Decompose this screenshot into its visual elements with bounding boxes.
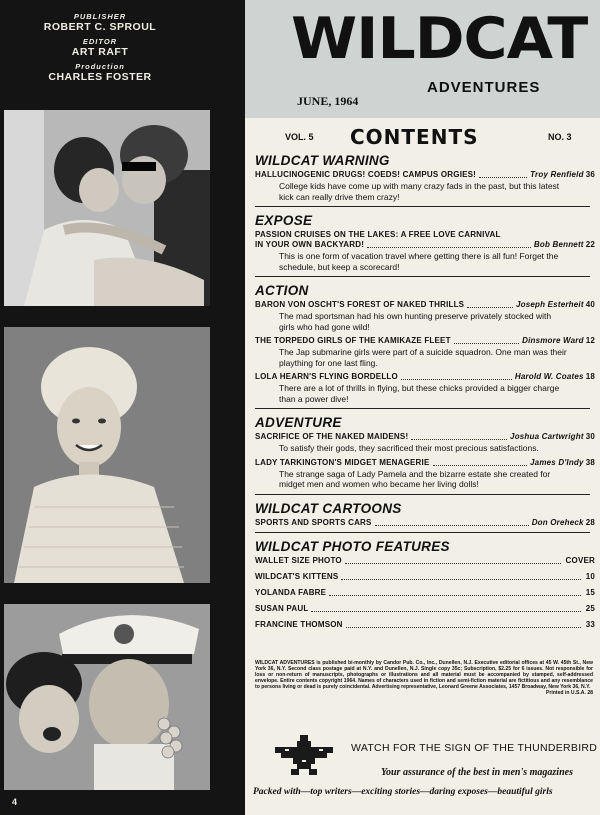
- entry-title: LOLA HEARN'S FLYING BORDELLO: [255, 372, 398, 381]
- entry-description: The mad sportsman had his own hunting preserve privately stocked with girls who had gone wild!: [279, 311, 552, 332]
- entry-title: FRANCINE THOMSON: [255, 619, 343, 629]
- page-number: 4: [12, 797, 18, 807]
- entry-title: LADY TARKINGTON'S MIDGET MENAGERIE: [255, 457, 430, 467]
- dot-leader: [411, 439, 507, 440]
- entry-description: To satisfy their gods, they sacrificed their most precious satisfactions.: [279, 443, 539, 453]
- thunderbird-tagline: WATCH FOR THE SIGN OF THE THUNDERBIRD: [351, 742, 598, 754]
- credit-editor: [0, 37, 200, 58]
- entry-page: 30: [585, 432, 595, 441]
- entry-page: 15: [585, 587, 595, 597]
- photo-smiling-woman: [4, 327, 210, 583]
- entry-page: COVER: [565, 555, 595, 565]
- toc-entry[interactable]: [255, 588, 595, 598]
- entry-author: Bob Bennett: [533, 240, 584, 249]
- table-of-contents: [255, 153, 595, 636]
- toc-entry[interactable]: [255, 458, 595, 468]
- entry-author: Dinsmore Ward: [522, 336, 584, 345]
- section-heading: ADVENTURE: [255, 415, 342, 430]
- contents-header: [245, 125, 600, 151]
- toc-entry[interactable]: [255, 556, 595, 566]
- dot-leader: [433, 465, 528, 466]
- issue-date: JUNE, 1964: [297, 94, 359, 108]
- credit-production: [0, 62, 200, 83]
- section-divider: [255, 276, 590, 277]
- dot-leader: [346, 627, 581, 628]
- dot-leader: [479, 177, 527, 178]
- entry-page: 18: [585, 372, 595, 381]
- credit-name: ART RAFT: [71, 46, 129, 58]
- section-divider: [255, 532, 590, 533]
- section-heading: WILDCAT PHOTO FEATURES: [255, 538, 450, 554]
- entry-page: 33: [585, 619, 595, 629]
- entry-title: HALLUCINOGENIC DRUGS! COEDS! CAMPUS ORGIES!: [255, 170, 477, 179]
- dot-leader: [467, 307, 513, 308]
- fineprint-printed-line: [255, 690, 593, 696]
- dot-leader: [375, 525, 529, 526]
- entry-title: SUSAN PAUL: [255, 603, 309, 613]
- entry-author: Joseph Esterheit: [516, 300, 584, 309]
- entry-description: The Jap submarine girls were part of a suicide squadron. One man was their plaything for one last fling.: [279, 347, 567, 368]
- entry-description: There are a lot of thrills in flying, but these chicks provided a bigger charge than a power dive!: [279, 383, 560, 404]
- section-heading: EXPOSE: [255, 213, 313, 228]
- contents-title: CONTENTS: [350, 125, 479, 149]
- section-divider: [255, 408, 590, 409]
- masthead: [245, 0, 600, 118]
- credit-role: EDITOR: [82, 37, 118, 46]
- entry-author: James D'Indy: [530, 457, 584, 467]
- toc-entry[interactable]: [255, 620, 595, 630]
- contents-page: [245, 0, 600, 815]
- entry-page: 36: [585, 170, 595, 179]
- entry-page: 10: [585, 571, 595, 581]
- left-photo-column: [0, 0, 245, 815]
- toc-entry[interactable]: [255, 372, 595, 382]
- entry-description: College kids have come up with many crazy fads in the past, but this latest kick can really drive them crazy!: [279, 181, 560, 202]
- entry-description: The strange saga of Lady Pamela and the bizarre estate she created for midget men and women who became her living dolls!: [279, 468, 551, 489]
- dot-leader: [311, 611, 580, 612]
- entry-title: SACRIFICE OF THE NAKED MAIDENS!: [255, 432, 409, 441]
- photo-sailor-and-woman: [4, 604, 210, 790]
- entry-description: This is one form of vacation travel where getting there is all fun! Forget the schedule, but keep a scorecard!: [279, 251, 559, 272]
- entry-title: THE TORPEDO GIRLS OF THE KAMIKAZE FLEET: [255, 336, 451, 345]
- section-divider: [255, 206, 590, 207]
- toc-entry[interactable]: [255, 572, 595, 582]
- packed-with-tagline: Packed with—top writers—exciting stories—daring exposes—beautiful girls: [253, 787, 553, 797]
- volume-label: VOL. 5: [285, 132, 314, 142]
- toc-entry[interactable]: [255, 230, 595, 250]
- fineprint-page: 28: [587, 690, 593, 697]
- entry-title-continued: IN YOUR OWN BACKYARD!: [255, 240, 365, 249]
- entry-author: Don Oreheck: [531, 517, 584, 527]
- magazine-subtitle: ADVENTURES: [427, 79, 541, 96]
- credit-name: CHARLES FOSTER: [48, 71, 152, 83]
- staff-credits: [0, 8, 200, 83]
- entry-title: BARON VON OSCHT'S FOREST OF NAKED THRILLS: [255, 300, 465, 309]
- credit-role: Production: [75, 62, 125, 71]
- photo-feature-list: [255, 556, 595, 630]
- entry-page: 22: [585, 240, 595, 249]
- entry-author: Troy Renfield: [530, 170, 584, 179]
- entry-author: Joshua Cartwright: [510, 432, 584, 441]
- thunderbird-icon: [273, 733, 335, 777]
- entry-title: WALLET SIZE PHOTO: [255, 555, 342, 565]
- entry-page: 25: [585, 603, 595, 613]
- assurance-tagline: Your assurance of the best in men's magazines: [381, 767, 573, 778]
- section-divider: [255, 494, 590, 495]
- toc-entry[interactable]: [255, 170, 595, 180]
- publication-fineprint: [255, 660, 593, 697]
- toc-entry[interactable]: [255, 300, 595, 310]
- section-heading: WILDCAT CARTOONS: [255, 500, 402, 516]
- dot-leader: [341, 579, 580, 580]
- dot-leader: [345, 563, 561, 564]
- dot-leader: [329, 595, 580, 596]
- entry-author: Harold W. Coates: [514, 372, 584, 381]
- magazine-title: WILDCAT: [291, 5, 588, 73]
- section-heading: WILDCAT WARNING: [255, 153, 390, 168]
- entry-title: PASSION CRUISES ON THE LAKES: A FREE LOVE CARNIVAL: [255, 230, 501, 239]
- dot-leader: [367, 247, 531, 248]
- credit-publisher: [0, 12, 200, 33]
- entry-page: 12: [585, 336, 595, 345]
- entry-title: YOLANDA FABRE: [255, 587, 327, 597]
- entry-title: SPORTS AND SPORTS CARS: [255, 517, 372, 527]
- fineprint-text: WILDCAT ADVENTURES is published bi-monthly by Candor Pub. Co., Inc., Dunellen, N.J. Executive editorial offices at 45 W. 45th St., New York 36, N.Y. Second class postage paid at N.Y. and Dunellen, N.J. Single copy 35c; Subscription, $2.25 for 6 issues. Not responsible for loss or non-return of manuscripts, photographs or illustrations and all material must be accompanied by stamped, self-addressed envelope. Entire contents copyright 1964. Names of characters used in fiction and semi-fiction material are fictitious and any resemblance to persons living or dead is purely coincidental. Advertising representative, Leonard Greene Associates, 1457 Broadway, New York 36, N.Y.: [255, 660, 593, 691]
- printed-in-usa: Printed in U.S.A.: [546, 690, 586, 697]
- entry-page: 38: [585, 457, 595, 467]
- entry-title: WILDCAT'S KITTENS: [255, 571, 339, 581]
- dot-leader: [401, 379, 512, 380]
- toc-entry[interactable]: [255, 336, 595, 346]
- credit-name: ROBERT C. SPROUL: [43, 21, 157, 33]
- photo-couple-kissing: [4, 110, 210, 306]
- toc-entry[interactable]: [255, 604, 595, 614]
- issue-number-label: NO. 3: [548, 132, 572, 142]
- toc-entry[interactable]: [255, 518, 595, 528]
- entry-page: 28: [585, 517, 595, 527]
- credit-role: PUBLISHER: [73, 12, 127, 21]
- entry-page: 40: [585, 300, 595, 309]
- toc-entry[interactable]: [255, 432, 595, 442]
- section-heading: ACTION: [255, 283, 309, 298]
- dot-leader: [454, 343, 519, 344]
